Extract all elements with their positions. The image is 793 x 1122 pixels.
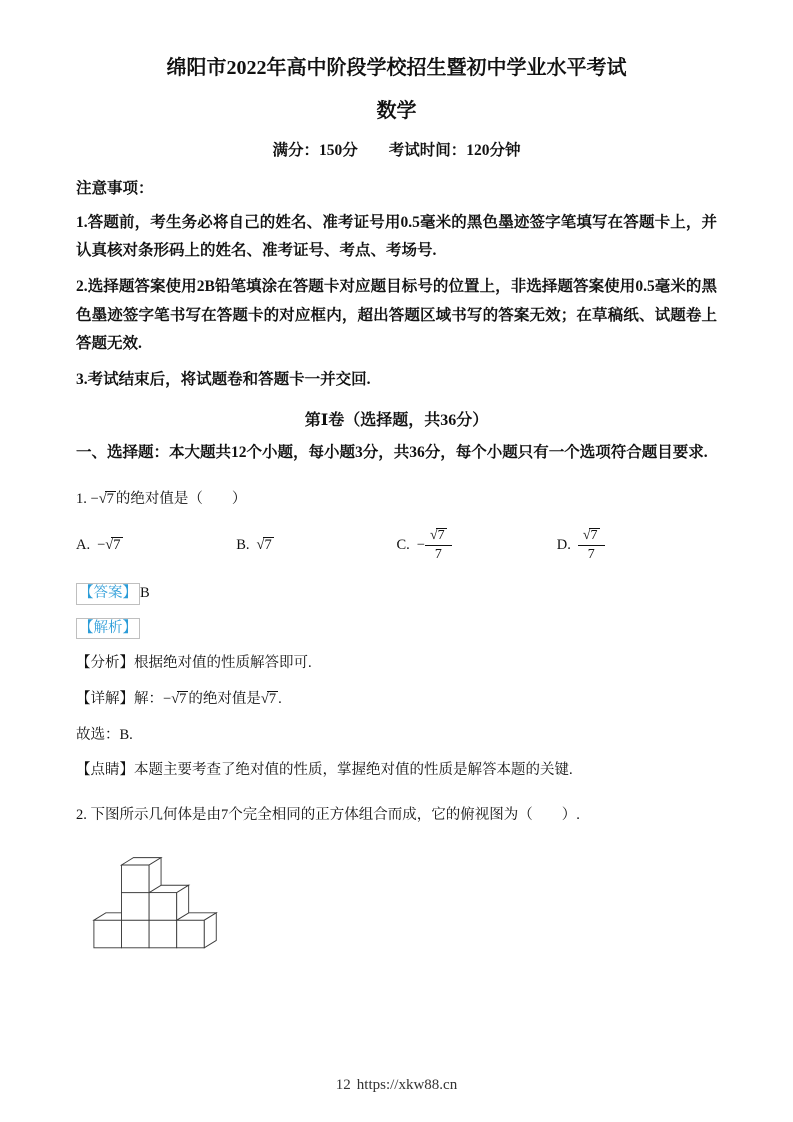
sqrt-radical: √7 [171,691,187,708]
fraction: $\frac{√7}{7}$ [578,528,605,563]
conclusion-text: 故选：B. [76,726,133,743]
question-1-stem [76,487,717,512]
detail-math-1: −√7 [163,691,188,707]
fraction: $\frac{√7}{7}$ [425,528,452,563]
source-url: https://xkw88.cn [356,1077,458,1093]
option-d-label: D. [556,537,571,554]
option-c [397,528,557,563]
option-b-label: B. [236,537,250,554]
question-2-stem [76,803,717,828]
option-b [236,537,396,554]
notice-item-3: 3.考试结束后，将试题卷和答题卡一并交回. [76,371,371,389]
option-a-math: −√7 [97,537,121,554]
subject-title: 数学 [376,100,417,122]
question-2-figure [80,842,717,957]
option-d [557,528,717,563]
notice-item-2: 2.选择题答案使用2B铅笔填涂在答题卡对应题目标号的位置上，非选择题答案使用0.5毫米的黑色墨迹签字笔书写在答题卡的对应框内，超出答题区域书写的答案无效；在草稿纸、试题卷上答题无效. [76,278,717,353]
sqrt-radical: √7 [98,490,114,507]
question-1-number: 1. [76,490,87,507]
question-1-text: 的绝对值是（ ） [115,490,247,507]
q1-options-row [76,528,717,563]
score-time-line: 满分：150分 考试时间：120分钟 [272,142,521,159]
sqrt-radical: √7 [582,528,598,544]
option-d-math [578,528,605,563]
page-title: 绵阳市2022年高中阶段学校招生暨初中学业水平考试 [166,57,627,79]
detail-line: 【详解】解：−√7 的绝对值是√7 . [76,687,717,712]
option-c-math: − $\frac{√7}{7}$ [417,528,452,563]
analysis-heading-line [76,616,717,641]
sqrt-radical: √7 [105,537,121,554]
answer-value: B [140,585,150,602]
option-a-label: A. [76,537,91,554]
q1-math-expression: −√7 [91,491,116,507]
sqrt-radical: √7 [429,528,445,544]
answer-line [76,583,717,605]
option-b-math [257,537,274,554]
answer-tag: 【答案】 [76,583,140,605]
analysis-tag: 【解析】 [76,618,140,640]
sqrt-radical: √7 [256,537,272,554]
section-title: 第Ⅰ卷（选择题，共36分） [304,411,489,429]
notice-heading: 注意事项： [76,180,154,197]
option-a [76,537,236,554]
option-c-label: C. [396,537,410,554]
analysis-text: 【分析】根据绝对值的性质解答即可. [76,655,312,672]
question-2-number: 2. [76,807,87,824]
page-footer [0,1077,793,1094]
question-2-text: 下图所示几何体是由7个完全相同的正方体组合而成，它的俯视图为（ ）. [90,807,580,824]
cube-stack-figure [80,842,232,957]
notice-item-1: 1.答题前，考生务必将自己的姓名、准考证号用0.5毫米的黑色墨迹签字笔填写在答题卡上，并认真核对条形码上的姓名、准考证号、考点、考场号. [76,213,717,260]
remark-text: 【点睛】本题主要考查了绝对值的性质，掌握绝对值的性质是解答本题的关键. [76,762,573,779]
sqrt-radical: √7 [260,691,277,708]
section-intro: 一、选择题：本大题共12个小题，每小题3分，共36分，每个小题只有一个选项符合题目要求. [76,443,708,461]
page-number: 12 [335,1077,351,1093]
